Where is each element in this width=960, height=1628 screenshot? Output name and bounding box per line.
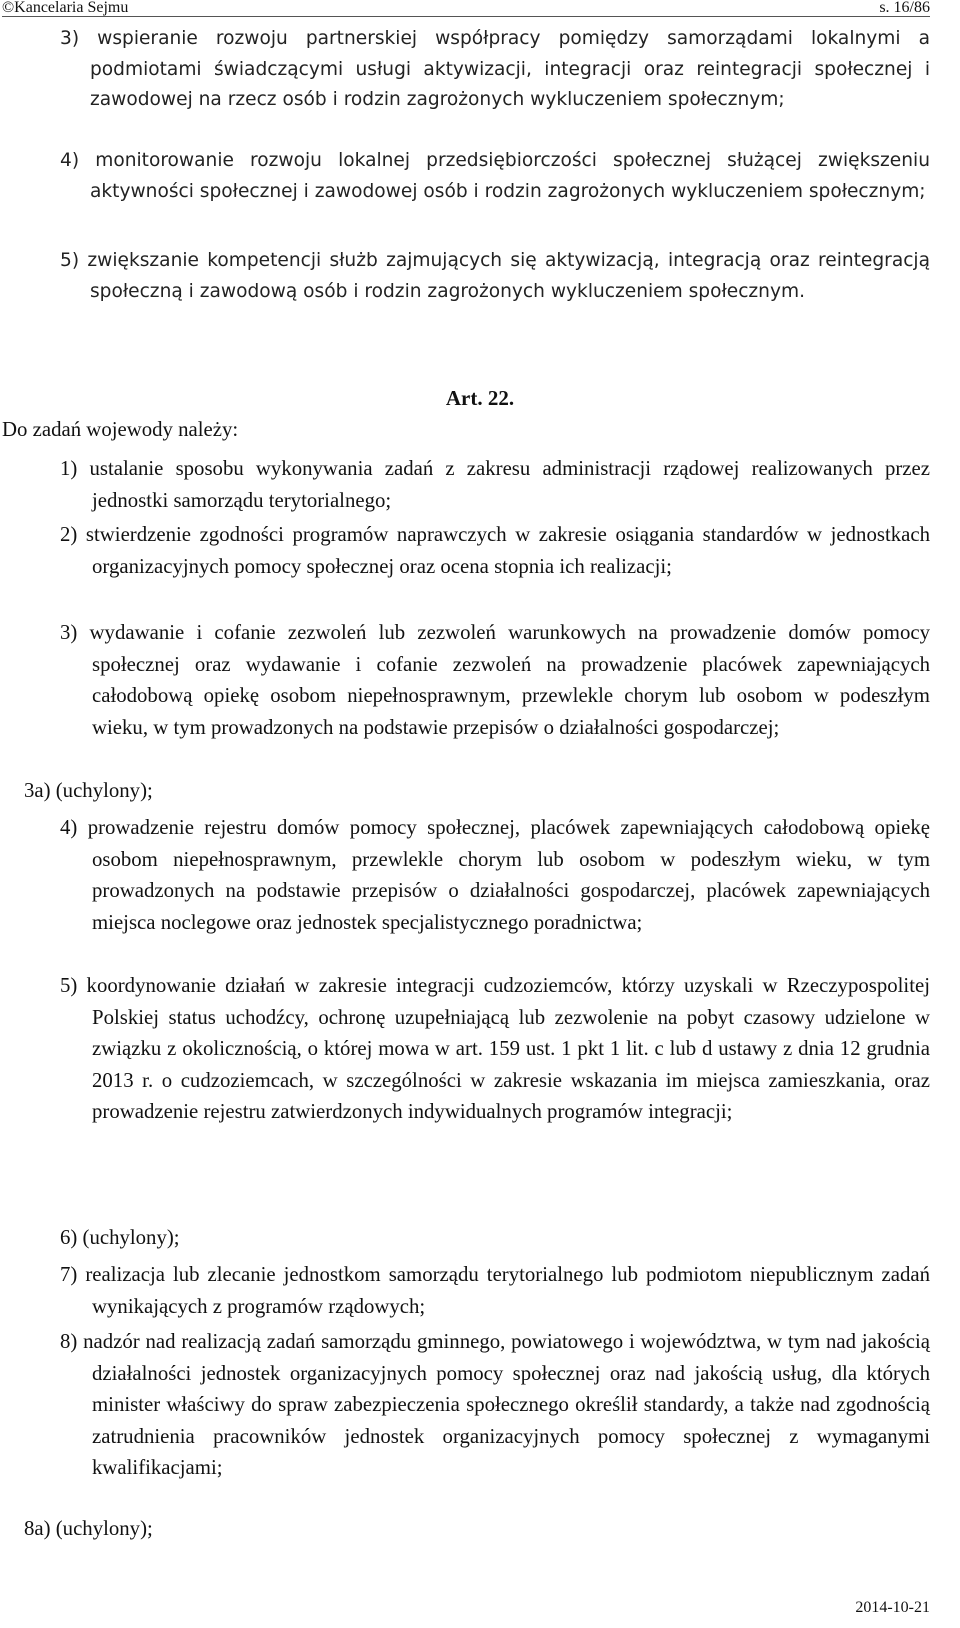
list-item: 2) stwierdzenie zgodności programów naprawczych w zakresie osiągania standardów w jednostkach organizacyjnych pomocy społecznej oraz ocena stopnia ich realizacji; (60, 523, 930, 578)
header-page-number: s. 16/86 (879, 0, 930, 16)
list-item: 8) nadzór nad realizacją zadań samorządu gminnego, powiatowego i województwa, w tym nad jakością działalności jednostek organizacyjnych pomocy społecznej oraz nad jakością usług, dla których minister właściwy do spraw zabezpieczenia społecznego określił standardy, a także nad zgodnością zatrudnienia pracowników jednostek organizacyjnych pomocy społecznej z wymaganymi kwalifikacjami; (60, 1330, 930, 1479)
article-title: Art. 22. (445, 386, 515, 410)
list-item: 3a) (uchylony); (24, 779, 153, 802)
header-source: ©Kancelaria Sejmu (2, 0, 129, 16)
list-item: 3) wspieranie rozwoju partnerskiej współpracy pomiędzy samorządami lokalnymi a podmiotami świadczącymi usługi aktywizacji, integracji oraz reintegracji społecznej i zawodowej na rzecz osób i rodzin zagrożonych wykluczeniem społecznym; (60, 28, 930, 110)
header-rule (2, 16, 930, 17)
list-item: 4) monitorowanie rozwoju lokalnej przedsiębiorczości społecznej służącej zwiększeniu aktywności społecznej i zawodowej osób i rodzin zagrożonych wykluczeniem społecznym; (60, 150, 930, 202)
list-item: 5) koordynowanie działań w zakresie integracji cudzoziemców, którzy uzyskali w Rzeczypospolitej Polskiej status uchodźcy, ochronę uzupełniającą lub zezwolenie na pobyt czasowy udzielone w związku z okolicznością, o której mowa w art. 159 ust. 1 pkt 1 lit. c lub d ustawy z dnia 12 grudnia 2013 r. o cudzoziemcach, w szczególności w zakresie wskazania im miejsca zamieszkania, oraz prowadzenie rejestru zatwierdzonych indywidualnych programów integracji; (60, 974, 930, 1123)
article-intro: Do zadań wojewody należy: (2, 418, 239, 441)
list-item: 7) realizacja lub zlecanie jednostkom samorządu terytorialnego lub podmiotom niepublicznym zadań wynikających z programów rządowych; (60, 1263, 930, 1318)
list-item: 5) zwiększanie kompetencji służb zajmujących się aktywizacją, integracją oraz reintegracją społeczną i zawodową osób i rodzin zagrożonych wykluczeniem społecznym. (60, 250, 930, 302)
list-item: 8a) (uchylony); (24, 1517, 153, 1540)
list-item: 6) (uchylony); (60, 1226, 180, 1249)
footer-date: 2014-10-21 (855, 1599, 930, 1616)
list-item: 3) wydawanie i cofanie zezwoleń lub zezwoleń warunkowych na prowadzenie domów pomocy społecznej oraz wydawanie i cofanie zezwoleń na prowadzenie placówek zapewniających całodobową opiekę osobom niepełnosprawnym, przewlekle chorym lub osobom w podeszłym wieku, w tym prowadzonych na podstawie przepisów o działalności gospodarczej; (60, 621, 930, 739)
list-item: 4) prowadzenie rejestru domów pomocy społecznej, placówek zapewniających całodobową opiekę osobom niepełnosprawnym, przewlekle chorym lub osobom w podeszłym wieku, w tym prowadzonych na podstawie przepisów o działalności gospodarczej, placówek zapewniających miejsca noclegowe oraz jednostek specjalistycznego poradnictwa; (60, 816, 930, 934)
list-item: 1) ustalanie sposobu wykonywania zadań z zakresu administracji rządowej realizowanych przez jednostki samorządu terytorialnego; (60, 457, 930, 512)
